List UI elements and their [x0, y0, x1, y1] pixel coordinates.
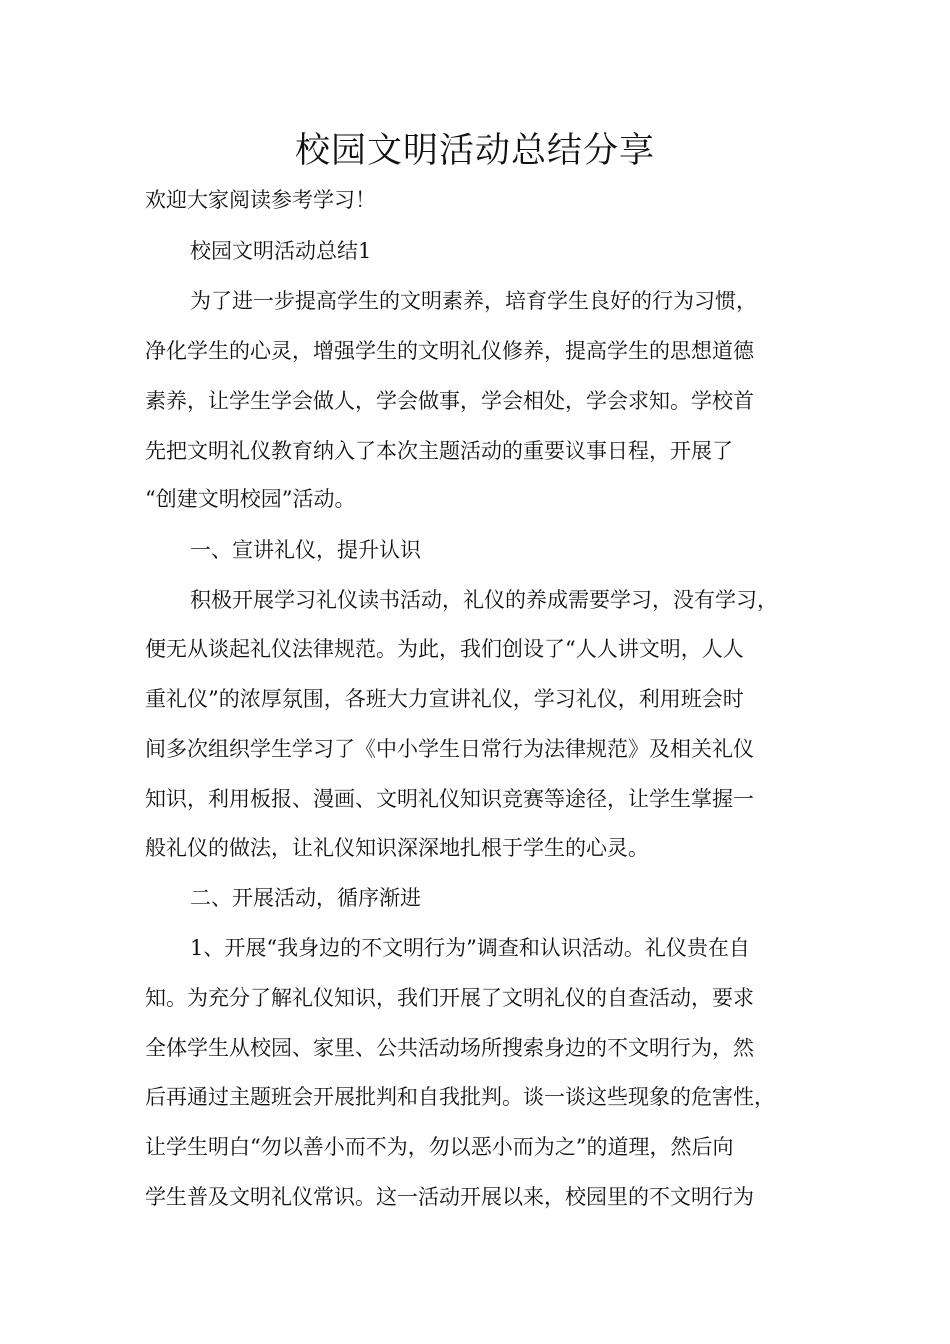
section-heading: 一、宣讲礼仪，提升认识 [190, 538, 421, 562]
paragraph-line: 重礼仪”的浓厚氛围，各班大力宣讲礼仪，学习礼仪，利用班会时 [145, 687, 744, 711]
paragraph-line: 让学生明白“勿以善小而不为，勿以恶小而为之”的道理，然后向 [145, 1135, 734, 1159]
paragraph-line: 知。为充分了解礼仪知识，我们开展了文明礼仪的自查活动，要求 [145, 986, 754, 1010]
paragraph-line: 先把文明礼仪教育纳入了本次主题活动的重要议事日程，开展了 [145, 439, 733, 463]
paragraph-line: 学生普及文明礼仪常识。这一活动开展以来，校园里的不文明行为 [145, 1185, 754, 1209]
paragraph-line: 后再通过主题班会开展批判和自我批判。谈一谈这些现象的危害性， [145, 1085, 775, 1109]
paragraph-line: 1、开展“我身边的不文明行为”调查和认识活动。礼仪贵在自 [190, 936, 750, 960]
section-heading: 校园文明活动总结1 [190, 239, 372, 263]
paragraph-line: 净化学生的心灵，增强学生的文明礼仪修养，提高学生的思想道德 [145, 339, 754, 363]
paragraph-line: 全体学生从校园、家里、公共活动场所搜索身边的不文明行为，然 [145, 1036, 754, 1060]
paragraph-line: 般礼仪的做法，让礼仪知识深深地扎根于学生的心灵。 [145, 836, 649, 860]
paragraph-line: 便无从谈起礼仪法律规范。为此，我们创设了“人人讲文明，人人 [145, 637, 744, 661]
document-title: 校园文明活动总结分享 [294, 131, 655, 171]
paragraph-line: 素养，让学生学会做人，学会做事，学会相处，学会求知。学校首 [145, 389, 754, 413]
paragraph-line: 间多次组织学生学习了《中小学生日常行为法律规范》及相关礼仪 [145, 737, 754, 761]
paragraph-line: 知识，利用板报、漫画、文明礼仪知识竞赛等途径，让学生掌握一 [145, 787, 754, 811]
section-heading: 二、开展活动，循序渐进 [190, 886, 421, 910]
paragraph-line: 积极开展学习礼仪读书活动，礼仪的养成需要学习，没有学习， [190, 588, 778, 612]
paragraph-line: “创建文明校园”活动。 [145, 487, 356, 511]
greeting-line: 欢迎大家阅读参考学习！ [145, 188, 376, 212]
paragraph-line: 为了进一步提高学生的文明素养，培育学生良好的行为习惯， [190, 289, 757, 313]
